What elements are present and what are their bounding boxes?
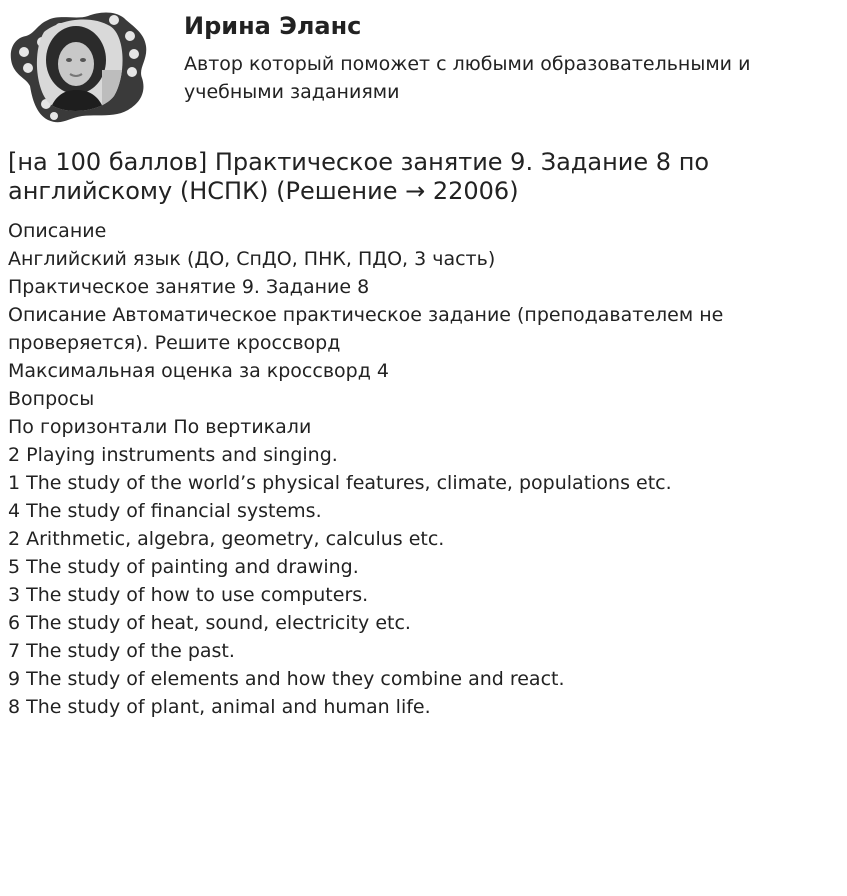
author-avatar[interactable] [6,6,152,128]
description-heading: Описание [8,220,107,242]
question-item: 5 The study of painting and drawing. [8,556,359,578]
crossword-directions: По горизонтали По вертикали [8,416,312,438]
author-header [0,0,847,140]
author-description: Автор который поможет с любыми образовательными и учебными заданиями [184,53,751,103]
question-item: 1 The study of the world’s physical features, climate, populations etc. [8,472,672,494]
question-item: 4 The study of financial systems. [8,500,322,522]
film-reel-avatar-icon [6,6,152,128]
lesson-title: Практическое занятие 9. Задание 8 [8,276,370,298]
author-name[interactable]: Ирина Эланс [184,12,362,40]
max-score: Максимальная оценка за кроссворд 4 [8,360,389,382]
questions-heading: Вопросы [8,388,95,410]
question-item: 8 The study of plant, animal and human life. [8,696,431,718]
page-title: [на 100 баллов] Практическое занятие 9. Задание 8 по английскому (НСПК) (Решение → 22006) [8,148,710,205]
question-item: 3 The study of how to use computers. [8,584,369,606]
question-item: 2 Playing instruments and singing. [8,444,338,466]
task-description: Описание Автоматическое практическое задание (преподавателем не проверяется). Решите кроссворд [8,304,724,354]
question-item: 9 The study of elements and how they combine and react. [8,668,565,690]
description-section [8,217,839,721]
question-item: 2 Arithmetic, algebra, geometry, calculus etc. [8,528,445,550]
question-item: 6 The study of heat, sound, electricity etc. [8,612,411,634]
course-name: Английский язык (ДО, СпДО, ПНК, ПДО, 3 часть) [8,248,496,270]
question-item: 7 The study of the past. [8,640,235,662]
